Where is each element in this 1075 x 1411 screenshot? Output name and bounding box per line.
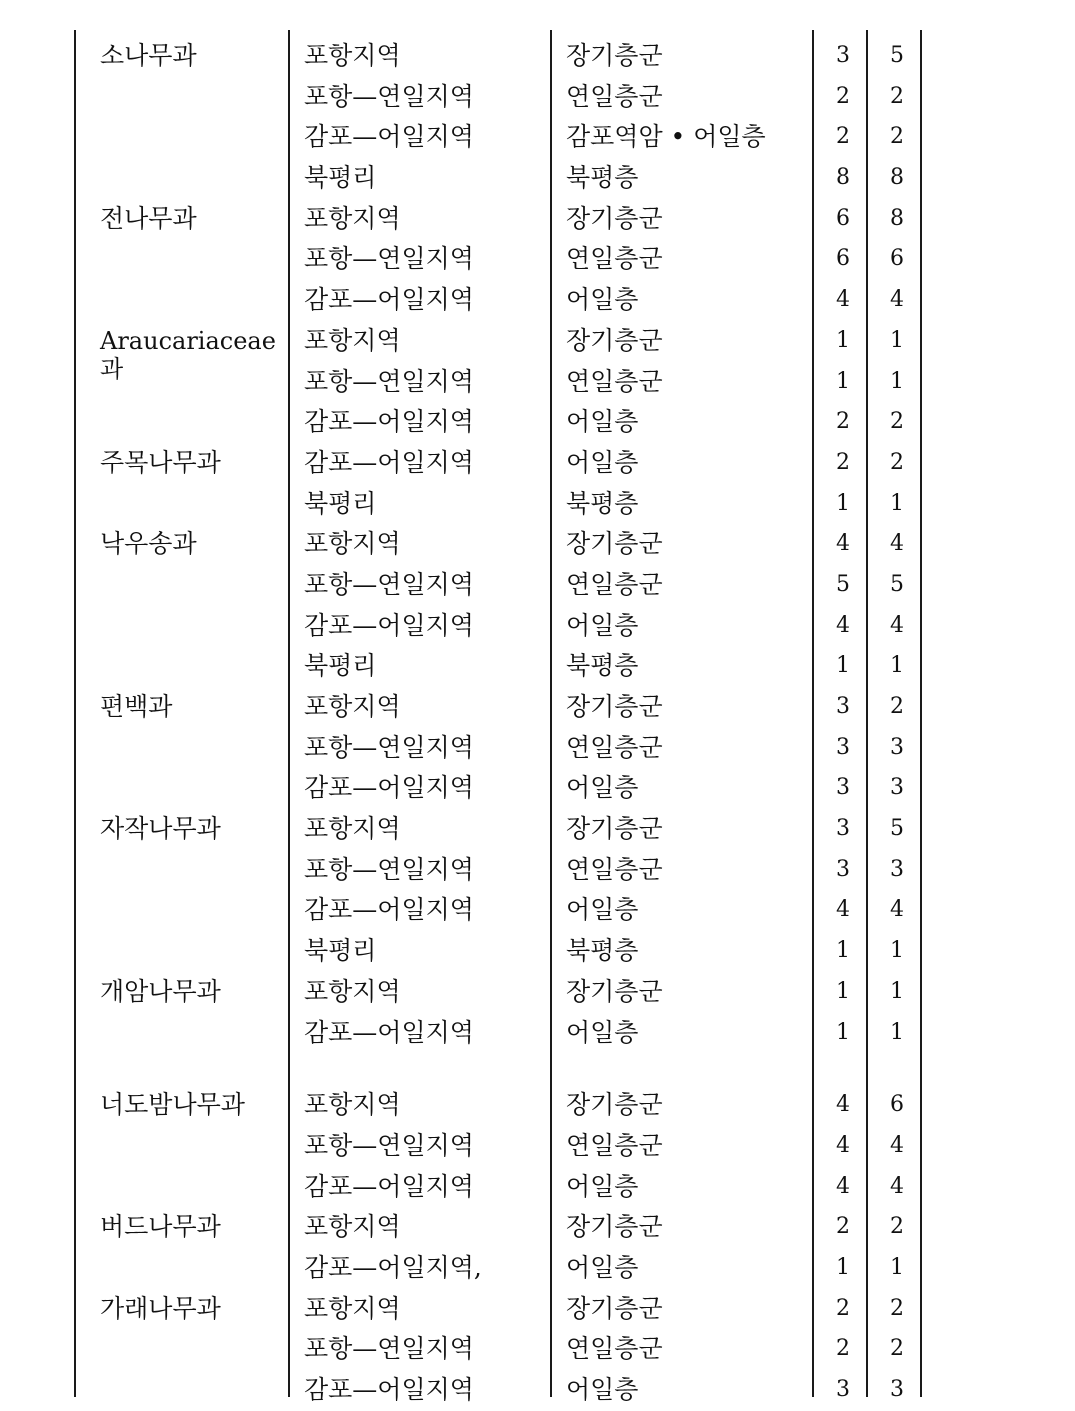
strata-cell: 장기층군 <box>566 1293 663 1323</box>
count-cell-1: 4 <box>836 612 850 638</box>
table-row <box>0 1207 1075 1248</box>
family-cell: 자작나무과 <box>100 814 221 844</box>
family-cell <box>100 280 284 286</box>
count-cell-1: 2 <box>836 449 850 475</box>
table-row <box>0 402 1075 443</box>
region-cell: 포항지역 <box>304 325 401 355</box>
table-row <box>0 606 1075 647</box>
strata-cell: 북평층 <box>566 163 639 193</box>
family-cell <box>100 931 284 937</box>
region-cell: 북평리 <box>304 163 377 193</box>
region-cell: 포항—연일지역 <box>304 244 474 274</box>
count-cell-2: 8 <box>890 165 904 191</box>
count-cell-1: 1 <box>836 1019 850 1045</box>
region-cell: 포항지역 <box>304 976 401 1006</box>
family-cell <box>100 1370 284 1376</box>
count-cell-1: 4 <box>836 1132 850 1158</box>
count-cell-1: 1 <box>836 490 850 516</box>
table-row <box>0 239 1075 280</box>
region-cell: 포항—연일지역 <box>304 81 474 111</box>
count-cell-2: 6 <box>890 246 904 272</box>
count-cell-2: 2 <box>890 124 904 150</box>
count-cell-2: 8 <box>890 205 904 231</box>
count-cell-1: 4 <box>836 1173 850 1199</box>
table-row <box>0 972 1075 1013</box>
family-cell: 낙우송과 <box>100 529 197 559</box>
count-cell-1: 3 <box>836 734 850 760</box>
count-cell-1: 1 <box>836 653 850 679</box>
table-row <box>0 1013 1075 1054</box>
strata-cell: 장기층군 <box>566 692 663 721</box>
table-row <box>0 280 1075 321</box>
region-cell: 포항지역 <box>304 1212 401 1242</box>
strata-cell: 북평층 <box>566 651 639 681</box>
region-cell: 북평리 <box>304 651 377 681</box>
strata-cell: 어일층 <box>566 610 639 640</box>
table-row <box>0 117 1075 158</box>
region-cell: 포항—연일지역 <box>304 732 474 762</box>
table-row <box>0 1329 1075 1370</box>
region-cell: 포항지역 <box>304 529 401 559</box>
table-row <box>0 36 1075 77</box>
count-cell-2: 1 <box>890 938 904 964</box>
family-cell <box>100 565 284 571</box>
strata-cell: 연일층군 <box>566 854 663 884</box>
count-cell-2: 3 <box>890 1377 904 1402</box>
family-cell <box>100 1167 284 1173</box>
strata-cell: 연일층군 <box>566 1130 663 1160</box>
count-cell-1: 1 <box>836 368 850 394</box>
family-cell: 개암나무과 <box>100 976 221 1006</box>
family-cell: 가래나무과 <box>100 1293 221 1323</box>
count-cell-2: 5 <box>890 816 904 842</box>
strata-cell: 어일층 <box>566 447 639 477</box>
table-row <box>0 1167 1075 1208</box>
table-row <box>0 199 1075 240</box>
family-cell <box>100 728 284 734</box>
family-cell <box>100 1126 284 1132</box>
region-cell: 포항—연일지역 <box>304 854 474 884</box>
region-cell: 포항지역 <box>304 1293 401 1323</box>
region-cell: 감포—어일지역 <box>304 1375 474 1404</box>
table-row <box>0 728 1075 769</box>
strata-cell: 장기층군 <box>566 325 663 355</box>
count-cell-1: 4 <box>836 531 850 557</box>
count-cell-1: 1 <box>836 938 850 964</box>
count-cell-1: 2 <box>836 1214 850 1240</box>
region-cell: 감포—어일지역 <box>304 447 474 477</box>
count-cell-2: 2 <box>890 1336 904 1362</box>
family-cell: 버드나무과 <box>100 1212 221 1242</box>
strata-cell: 연일층군 <box>566 732 663 762</box>
region-cell: 감포—어일지역 <box>304 122 474 152</box>
count-cell-1: 3 <box>836 775 850 801</box>
region-cell: 감포—어일지역 <box>304 407 474 437</box>
count-cell-1: 2 <box>836 409 850 435</box>
table-row <box>0 158 1075 199</box>
family-cell: 전나무과 <box>100 203 197 233</box>
family-cell <box>100 239 284 245</box>
count-cell-1: 4 <box>836 1092 850 1118</box>
region-cell: 감포—어일지역 <box>304 285 474 315</box>
count-cell-1: 2 <box>836 1336 850 1362</box>
strata-cell: 연일층군 <box>566 1334 663 1364</box>
table-row <box>0 77 1075 118</box>
strata-cell: 어일층 <box>566 1017 639 1047</box>
family-cell <box>100 890 284 896</box>
region-cell: 감포—어일지역 <box>304 1171 474 1201</box>
strata-cell: 북평층 <box>566 488 639 518</box>
table-row <box>0 1126 1075 1167</box>
count-cell-1: 3 <box>836 856 850 882</box>
region-cell: 감포—어일지역 <box>304 895 474 925</box>
region-cell: 포항지역 <box>304 41 401 70</box>
count-cell-1: 3 <box>836 43 850 68</box>
count-cell-1: 1 <box>836 978 850 1004</box>
strata-cell: 장기층군 <box>566 1090 663 1120</box>
count-cell-2: 4 <box>890 897 904 923</box>
count-cell-2: 1 <box>890 368 904 394</box>
table-row <box>0 768 1075 809</box>
count-cell-2: 1 <box>890 653 904 679</box>
table-row <box>0 809 1075 850</box>
strata-cell: 어일층 <box>566 407 639 437</box>
strata-cell: 어일층 <box>566 895 639 925</box>
table-row <box>0 1248 1075 1289</box>
table-row <box>0 565 1075 606</box>
count-cell-2: 1 <box>890 327 904 353</box>
family-cell <box>100 117 284 123</box>
count-cell-1: 6 <box>836 205 850 231</box>
region-cell: 포항지역 <box>304 692 401 721</box>
table-row <box>0 1289 1075 1330</box>
strata-cell: 장기층군 <box>566 41 663 70</box>
region-cell: 포항—연일지역 <box>304 366 474 396</box>
count-cell-1: 8 <box>836 165 850 191</box>
table-row <box>0 646 1075 687</box>
family-cell <box>100 768 284 774</box>
count-cell-1: 3 <box>836 694 850 719</box>
count-cell-2: 4 <box>890 287 904 313</box>
count-cell-2: 6 <box>890 1092 904 1118</box>
table-row <box>0 362 1075 403</box>
table-row <box>0 1370 1075 1411</box>
count-cell-2: 4 <box>890 1132 904 1158</box>
family-cell <box>100 77 284 83</box>
strata-cell: 연일층군 <box>566 81 663 111</box>
family-cell: Araucariaceae 과 <box>100 326 276 383</box>
table-body <box>0 36 1075 1411</box>
table-row <box>0 443 1075 484</box>
region-cell: 포항—연일지역 <box>304 1334 474 1364</box>
table-row <box>0 890 1075 931</box>
strata-cell: 장기층군 <box>566 976 663 1006</box>
family-cell <box>100 484 284 490</box>
count-cell-1: 4 <box>836 897 850 923</box>
count-cell-2: 5 <box>890 571 904 597</box>
count-cell-2: 3 <box>890 734 904 760</box>
strata-cell: 장기층군 <box>566 529 663 559</box>
family-cell: 소나무과 <box>100 41 197 70</box>
strata-cell: 연일층군 <box>566 569 663 599</box>
region-cell: 북평리 <box>304 488 377 518</box>
family-cell <box>100 1013 284 1019</box>
count-cell-2: 1 <box>890 1019 904 1045</box>
strata-cell: 장기층군 <box>566 1212 663 1242</box>
region-cell: 포항—연일지역 <box>304 1130 474 1160</box>
count-cell-1: 2 <box>836 83 850 109</box>
family-cell <box>100 850 284 856</box>
count-cell-1: 6 <box>836 246 850 272</box>
count-cell-2: 2 <box>890 1214 904 1240</box>
region-cell: 감포—어일지역 <box>304 1017 474 1047</box>
count-cell-2: 2 <box>890 1295 904 1321</box>
region-cell: 포항지역 <box>304 203 401 233</box>
family-cell <box>100 362 284 368</box>
count-cell-1: 3 <box>836 1377 850 1402</box>
family-cell <box>100 158 284 164</box>
strata-cell: 어일층 <box>566 1171 639 1201</box>
strata-cell: 어일층 <box>566 285 639 315</box>
strata-cell: 어일층 <box>566 1375 639 1404</box>
count-cell-2: 2 <box>890 83 904 109</box>
count-cell-2: 2 <box>890 449 904 475</box>
count-cell-1: 1 <box>836 327 850 353</box>
count-cell-2: 1 <box>890 978 904 1004</box>
table-row <box>0 524 1075 565</box>
strata-cell: 어일층 <box>566 773 639 803</box>
strata-cell: 연일층군 <box>566 366 663 396</box>
count-cell-1: 1 <box>836 1254 850 1280</box>
count-cell-2: 3 <box>890 856 904 882</box>
count-cell-1: 2 <box>836 1295 850 1321</box>
strata-cell: 감포역암 • 어일층 <box>566 122 766 152</box>
count-cell-1: 4 <box>836 287 850 313</box>
count-cell-2: 2 <box>890 409 904 435</box>
region-cell: 북평리 <box>304 936 377 966</box>
count-cell-2: 5 <box>890 43 904 68</box>
count-cell-2: 4 <box>890 612 904 638</box>
table-row <box>0 1085 1075 1126</box>
table-row <box>0 484 1075 525</box>
table-row <box>0 687 1075 728</box>
count-cell-1: 3 <box>836 816 850 842</box>
region-cell: 포항지역 <box>304 1090 401 1120</box>
count-cell-2: 4 <box>890 1173 904 1199</box>
family-cell: 편백과 <box>100 692 173 721</box>
table-row <box>0 931 1075 972</box>
count-cell-2: 1 <box>890 490 904 516</box>
strata-cell: 연일층군 <box>566 244 663 274</box>
region-cell: 포항—연일지역 <box>304 569 474 599</box>
strata-cell: 어일층 <box>566 1252 639 1282</box>
count-cell-1: 2 <box>836 124 850 150</box>
table-row <box>0 850 1075 891</box>
strata-cell: 북평층 <box>566 936 639 966</box>
count-cell-1: 5 <box>836 571 850 597</box>
region-cell: 감포—어일지역, <box>304 1252 482 1282</box>
family-cell <box>100 646 284 652</box>
family-cell: 주목나무과 <box>100 447 221 477</box>
region-cell: 감포—어일지역 <box>304 773 474 803</box>
strata-cell: 장기층군 <box>566 814 663 844</box>
region-cell: 포항지역 <box>304 814 401 844</box>
count-cell-2: 3 <box>890 775 904 801</box>
count-cell-2: 4 <box>890 531 904 557</box>
strata-cell: 장기층군 <box>566 203 663 233</box>
family-cell: 너도밤나무과 <box>100 1090 245 1120</box>
family-cell <box>100 606 284 612</box>
family-cell <box>100 1329 284 1335</box>
count-cell-2: 1 <box>890 1254 904 1280</box>
family-cell <box>100 402 284 408</box>
count-cell-2: 2 <box>890 694 904 719</box>
family-cell <box>100 1248 284 1254</box>
region-cell: 감포—어일지역 <box>304 610 474 640</box>
